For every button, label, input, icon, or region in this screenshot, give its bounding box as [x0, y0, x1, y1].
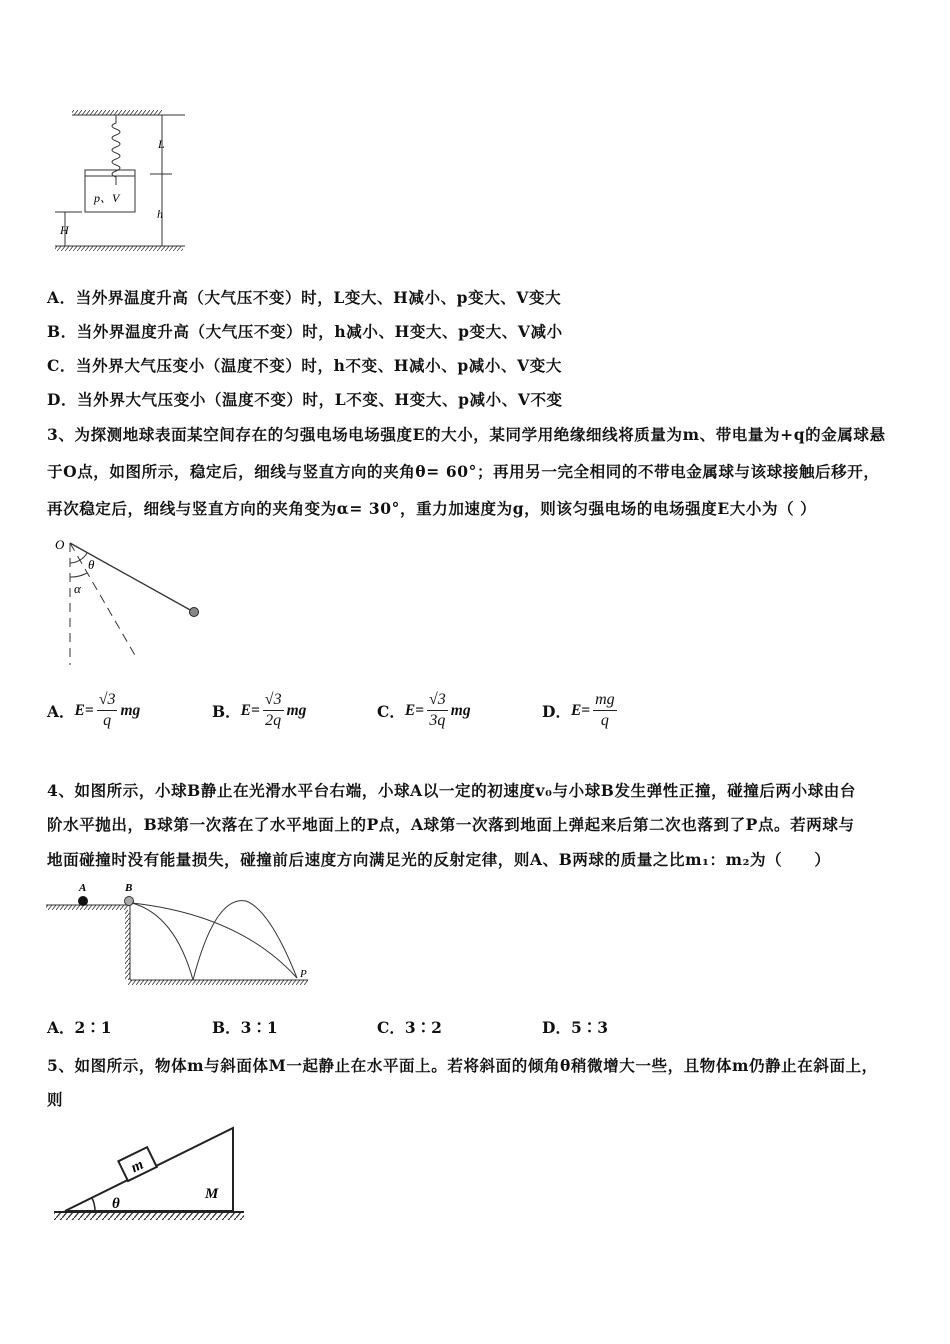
fraction: [427, 690, 448, 731]
q4-option-a: A．2∶1: [47, 1018, 112, 1037]
q5-line-2: 则: [47, 1090, 64, 1109]
option-lhs: E=: [570, 701, 591, 719]
theta-label: θ: [88, 557, 95, 572]
q3-option-c: [377, 690, 471, 731]
h-label: h: [157, 207, 163, 221]
fraction: [593, 690, 617, 731]
numerator: mg: [593, 690, 617, 711]
pv-label: p、V: [94, 191, 120, 205]
q4-option-b: B．3∶1: [212, 1018, 278, 1037]
option-lhs: E=: [404, 701, 425, 719]
A-label: A: [79, 882, 87, 894]
option-letter: C．: [377, 701, 405, 721]
numerator: √3: [427, 690, 448, 711]
option-lhs: E=: [240, 701, 260, 719]
q3-line-2: 于O点，如图所示，稳定后，细线与竖直方向的夹角θ= 60°；再用另一完全相同的不带电金属球与该球接触后移开，: [47, 462, 880, 481]
option-letter: B．: [212, 701, 241, 721]
H-label: H: [60, 223, 69, 237]
incline-figure: [50, 1120, 250, 1230]
q2-option-b: B．当外界温度升高（大气压不变）时，h减小、H变大、p变大、V减小: [47, 322, 563, 341]
option-lhs: E=: [74, 701, 94, 719]
fraction: [263, 690, 284, 731]
B-label: B: [125, 882, 133, 894]
q2-option-d: D．当外界大气压变小（温度不变）时，L不变、H变大、p减小、V不变: [47, 390, 563, 409]
q3-option-b: [212, 690, 306, 731]
q2-option-a: A．当外界温度升高（大气压不变）时，L变大、H减小、p变大、V变大: [47, 288, 562, 307]
alpha-label: α: [74, 581, 81, 596]
option-letter: A．: [47, 701, 75, 721]
q4-line-3: 地面碰撞时没有能量损失，碰撞前后速度方向满足光的反射定律，则A、B两球的质量之比m₁：m₂为（ ）: [47, 850, 831, 869]
fraction: [97, 690, 118, 731]
q4-option-c: C．3∶2: [377, 1018, 442, 1037]
theta-label: θ: [112, 1196, 120, 1212]
m-label: m: [128, 1156, 147, 1177]
q4-line-2: 阶水平抛出，B球第一次落在了水平地面上的P点，A球第一次落到地面上弹起来后第二次也落到了P点。若两球与: [47, 815, 855, 834]
O-label: O: [55, 537, 65, 552]
q3-line-1: 3、为探测地球表面某空间存在的匀强电场电场强度E的大小，某同学用绝缘细线将质量为m、带电量为+q的金属球悬: [47, 425, 886, 444]
M-label: M: [205, 1186, 219, 1202]
L-label: L: [158, 137, 165, 151]
q3-line-3: 再次稳定后，细线与竖直方向的夹角变为α= 30°，重力加速度为g，则该匀强电场的电场强度E大小为（ ）: [47, 499, 817, 518]
projectile-figure: [40, 880, 320, 990]
q4-line-1: 4、如图所示，小球B静止在光滑水平台右端，小球A以一定的初速度v₀与小球B发生弹性正撞，碰撞后两小球由台: [47, 781, 857, 800]
denominator: 3q: [429, 712, 446, 729]
q4-option-d: D．5∶3: [542, 1018, 609, 1037]
option-tail: mg: [120, 701, 141, 719]
q3-option-a: [47, 690, 140, 731]
q3-option-d: [542, 690, 620, 731]
P-label: P: [300, 968, 307, 980]
q2-option-c: C．当外界大气压变小（温度不变）时，h不变、H减小、p减小、V变大: [47, 356, 562, 375]
option-letter: D．: [542, 701, 571, 721]
spring-cylinder-figure: [50, 100, 200, 260]
denominator: 2q: [265, 712, 282, 729]
option-tail: mg: [450, 701, 471, 719]
numerator: √3: [97, 690, 118, 711]
pendulum-figure: [50, 535, 210, 670]
option-tail: mg: [286, 701, 307, 719]
denominator: q: [103, 712, 112, 729]
numerator: √3: [263, 690, 284, 711]
q5-line-1: 5、如图所示，物体m与斜面体M一起静止在水平面上。若将斜面的倾角θ稍微增大一些，且物体m仍静止在斜面上，: [47, 1056, 878, 1075]
denominator: q: [600, 712, 609, 729]
